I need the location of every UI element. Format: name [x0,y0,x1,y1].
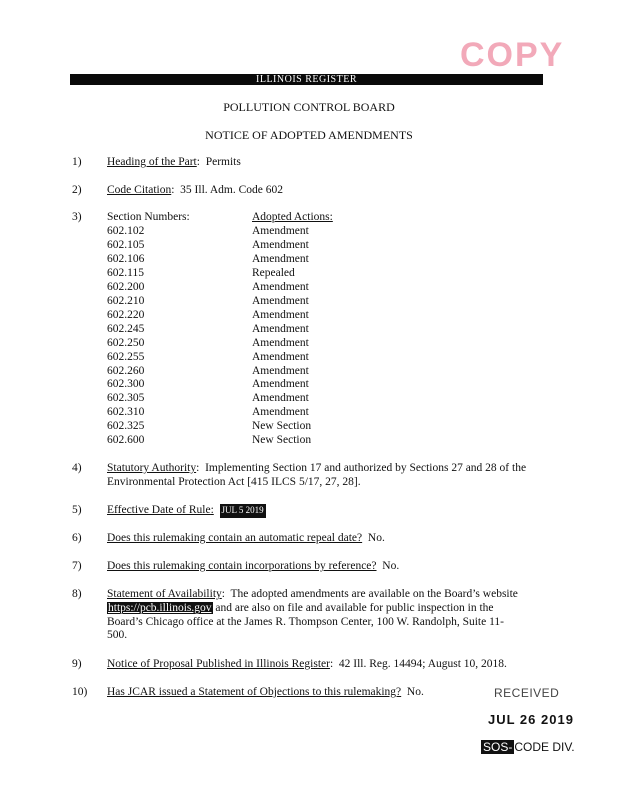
item-label: Statement of Availability [107,588,222,600]
item-label: Notice of Proposal Published in Illinois Register [107,658,330,670]
item-notice-of-proposal: Notice of Proposal Published in Illinois Register: 42 Ill. Reg. 14494; August 10, 2018. [107,658,507,670]
item-number: 8) [72,588,82,600]
section-number: 602.250 [107,336,145,349]
item-statutory-authority: Statutory Authority: Implementing Section 17 and authorized by Sections 27 and 28 of the Environmental Protection Act [415 ILCS 5/17, 27, 28]. [107,462,527,488]
section-number: 602.325 [107,420,145,433]
section-number: 602.255 [107,350,145,363]
adopted-action: New Section [252,420,312,433]
sections-header: Section Numbers: [107,211,190,223]
actions-list [252,225,311,448]
item-label: Does this rulemaking contain incorporations by reference? [107,560,377,572]
item-value: Permits [205,156,241,168]
item-value: Implementing Section 17 and authorized by Sections 27 and 28 of the Environmental Protection Act [415 ILCS 5/17, 27, 28]. [107,462,527,488]
section-number: 602.200 [107,280,145,293]
adopted-action: New Section [252,434,312,447]
item-number: 10) [72,686,88,698]
adopted-action: Amendment [252,336,309,349]
agency-title: POLLUTION CONTROL BOARD [223,100,395,114]
adopted-action: Repealed [252,266,295,279]
item-label: Does this rulemaking contain an automatic repeal date? [107,532,363,544]
item-repeal-date [107,532,537,546]
item-number: 9) [72,658,82,670]
item-value: No. [367,532,385,544]
section-number: 602.260 [107,364,145,377]
item-incorporations [107,560,537,574]
copy-stamp: COPY [460,36,565,74]
item-value: No. [382,560,400,572]
section-number: 602.220 [107,308,145,321]
item-availability: Statement of Availability: The adopted amendments are available on the Board’s website https://pcb.illinois.gov and are also on file and available for public inspection in the Board’s Chicago office at the James R. Thompson Center, 100 W. Randolph, Suite 11- 500. [107,588,518,642]
adopted-action: Amendment [252,392,309,405]
received-date: JUL 26 2019 [488,712,574,727]
item-label: Statutory Authority [107,462,197,474]
section-number: 602.310 [107,406,145,419]
item-number: 6) [72,532,82,544]
item-number: 4) [72,462,82,474]
section-number: 602.106 [107,252,145,265]
item-label: Has JCAR issued a Statement of Objections to this rulemaking? [107,686,402,698]
adopted-action: Amendment [252,238,309,251]
item-code-citation: Code Citation: 35 Ill. Adm. Code 602 [107,184,284,196]
notice-title: NOTICE OF ADOPTED AMENDMENTS [205,128,413,142]
item-label: Heading of the Part [107,156,197,168]
section-number: 602.102 [107,225,145,237]
adopted-action: Amendment [252,378,309,391]
section-number: 602.245 [107,322,145,335]
section-number: 602.600 [107,434,145,447]
item-heading: Heading of the Part: Permits [107,156,241,168]
adopted-action: Amendment [252,406,309,419]
item-number: 7) [72,560,82,572]
sections-list [107,225,144,448]
adopted-action: Amendment [252,322,309,335]
adopted-action: Amendment [252,350,309,363]
section-number: 602.115 [107,266,144,279]
item-number: 1) [72,156,82,168]
item-label: Effective Date of Rule [107,504,211,516]
adopted-action: Amendment [252,280,309,293]
item-value: 35 Ill. Adm. Code 602 [180,184,284,196]
item-number: 3) [72,211,82,223]
item-effective-date: Effective Date of Rule: JUL 5 2019 [107,504,264,516]
actions-header: Adopted Actions: [252,211,333,223]
adopted-action: Amendment [252,308,309,321]
section-number: 602.305 [107,392,145,405]
received-stamp: RECEIVED [494,686,560,700]
website-link[interactable]: https://pcb.illinois.gov [108,601,212,614]
item-value: 42 Ill. Reg. 14494; August 10, 2018. [338,658,507,670]
section-number: 602.300 [107,378,145,391]
item-label: Code Citation [107,184,172,196]
adopted-action: Amendment [252,225,309,237]
date-stamp: JUL 5 2019 [220,504,266,518]
register-banner: ILLINOIS REGISTER [70,74,543,85]
section-number: 602.105 [107,238,145,251]
item-jcar-objections [107,686,537,700]
item-number: 2) [72,184,82,196]
item-value: No. [406,686,424,698]
adopted-action: Amendment [252,294,309,307]
adopted-action: Amendment [252,364,309,377]
sos-code: SOS- CODE DIV. [483,740,575,754]
item-number: 5) [72,504,82,516]
adopted-action: Amendment [252,252,309,265]
section-number: 602.210 [107,294,145,307]
